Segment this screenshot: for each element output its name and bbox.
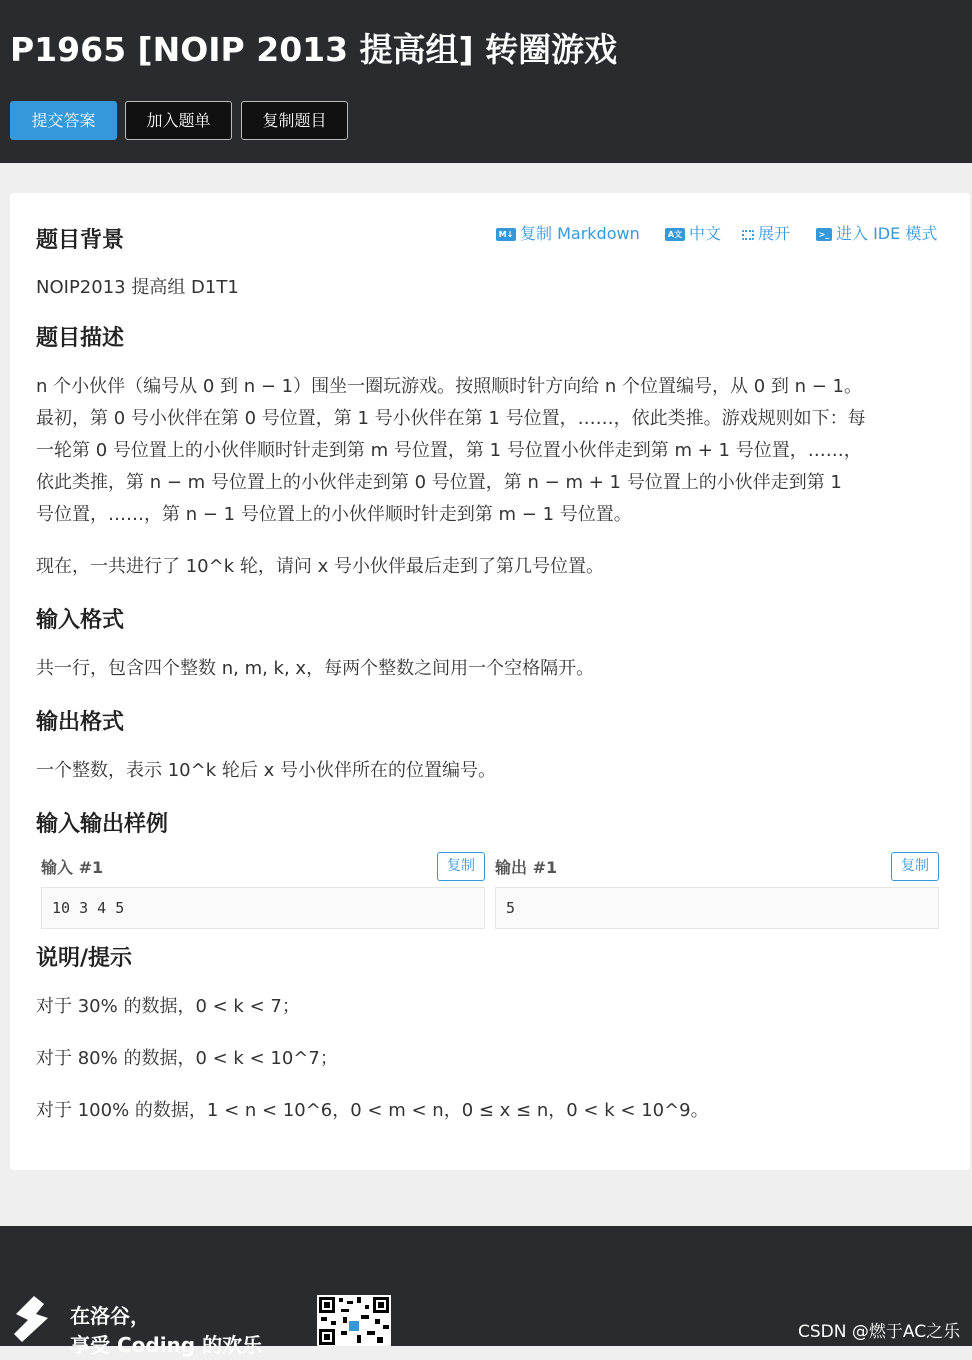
problem-title: P1965 [NOIP 2013 提高组] 转圈游戏 — [10, 30, 618, 69]
copy-markdown-link[interactable] — [496, 221, 640, 244]
hint-heading: 说明/提示 — [36, 946, 133, 971]
submit-answer-button[interactable]: 提交答案 — [10, 101, 117, 140]
description-heading: 题目描述 — [36, 326, 125, 351]
hint-line: 对于 30% 的数据，0 < k < 7； — [36, 996, 300, 1017]
description-line: 最初，第 0 号小伙伴在第 0 号位置，第 1 号小伙伴在第 1 号位置，……，依此类推。游戏规则如下：每 — [36, 408, 866, 429]
terminal-icon: >_ — [816, 228, 832, 241]
language-label: 中文 — [689, 224, 722, 243]
qr-code-icon — [317, 1295, 391, 1346]
footer-slogan-line: 在洛谷， — [70, 1304, 150, 1328]
samples-heading: 输入输出样例 — [36, 812, 169, 837]
copy-output-button[interactable]: 复制 — [891, 852, 939, 881]
expand-label: 展开 — [758, 224, 791, 243]
sample-input-label: 输入 #1 — [41, 858, 104, 877]
hint-line: 对于 80% 的数据，0 < k < 10^7； — [36, 1048, 338, 1069]
output-format-text: 一个整数，表示 10^k 轮后 x 号小伙伴所在的位置编号。 — [36, 760, 496, 781]
copy-problem-button[interactable]: 复制题目 — [241, 101, 348, 140]
markdown-icon: M↓ — [496, 228, 516, 241]
luogu-logo-icon — [8, 1294, 56, 1346]
sample-output-label: 输出 #1 — [495, 858, 558, 877]
background-heading: 题目背景 — [36, 228, 125, 253]
background-text: NOIP2013 提高组 D1T1 — [36, 277, 239, 298]
description-line: n 个小伙伴（编号从 0 到 n − 1）围坐一圈玩游戏。按照顺时针方向给 n 个位置编号，从 0 到 n − 1。 — [36, 376, 862, 397]
expand-icon — [742, 230, 754, 240]
sample-input-box[interactable]: 10 3 4 5 — [41, 887, 485, 929]
sample-output-box[interactable]: 5 — [495, 887, 939, 929]
expand-link[interactable] — [742, 221, 790, 244]
ide-mode-link[interactable] — [816, 221, 937, 244]
csdn-watermark: CSDN @燃于AC之乐 — [798, 1322, 961, 1342]
ide-mode-label: 进入 IDE 模式 — [836, 224, 938, 243]
copy-markdown-label: 复制 Markdown — [520, 224, 640, 243]
problem-card — [10, 193, 970, 1170]
copy-input-button[interactable]: 复制 — [437, 852, 485, 881]
description-question: 现在，一共进行了 10^k 轮，请问 x 号小伙伴最后走到了第几号位置。 — [36, 556, 604, 577]
header-bar — [0, 0, 972, 163]
footer-slogan — [70, 1302, 262, 1360]
add-to-list-button[interactable]: 加入题单 — [125, 101, 232, 140]
hint-line: 对于 100% 的数据，1 < n < 10^6，0 < m < n，0 ≤ x ≤ n，0 < k < 10^9。 — [36, 1100, 709, 1121]
translate-icon: A文 — [665, 228, 685, 241]
input-format-text: 共一行，包含四个整数 n, m, k, x，每两个整数之间用一个空格隔开。 — [36, 658, 595, 679]
description-line: 号位置，……，第 n − 1 号位置上的小伙伴顺时针走到第 m − 1 号位置。 — [36, 504, 632, 525]
footer-slogan-line: 享受 Coding 的欢乐 — [70, 1333, 263, 1357]
description-line: 一轮第 0 号位置上的小伙伴顺时针走到第 m 号位置，第 1 号位置小伙伴走到第 m + 1 号位置，……， — [36, 440, 862, 461]
output-format-heading: 输出格式 — [36, 710, 125, 735]
description-line: 依此类推，第 n − m 号位置上的小伙伴走到第 0 号位置，第 n − m + 1 号位置上的小伙伴走到第 1 — [36, 472, 842, 493]
language-toggle[interactable] — [665, 221, 721, 244]
input-format-heading: 输入格式 — [36, 608, 125, 633]
